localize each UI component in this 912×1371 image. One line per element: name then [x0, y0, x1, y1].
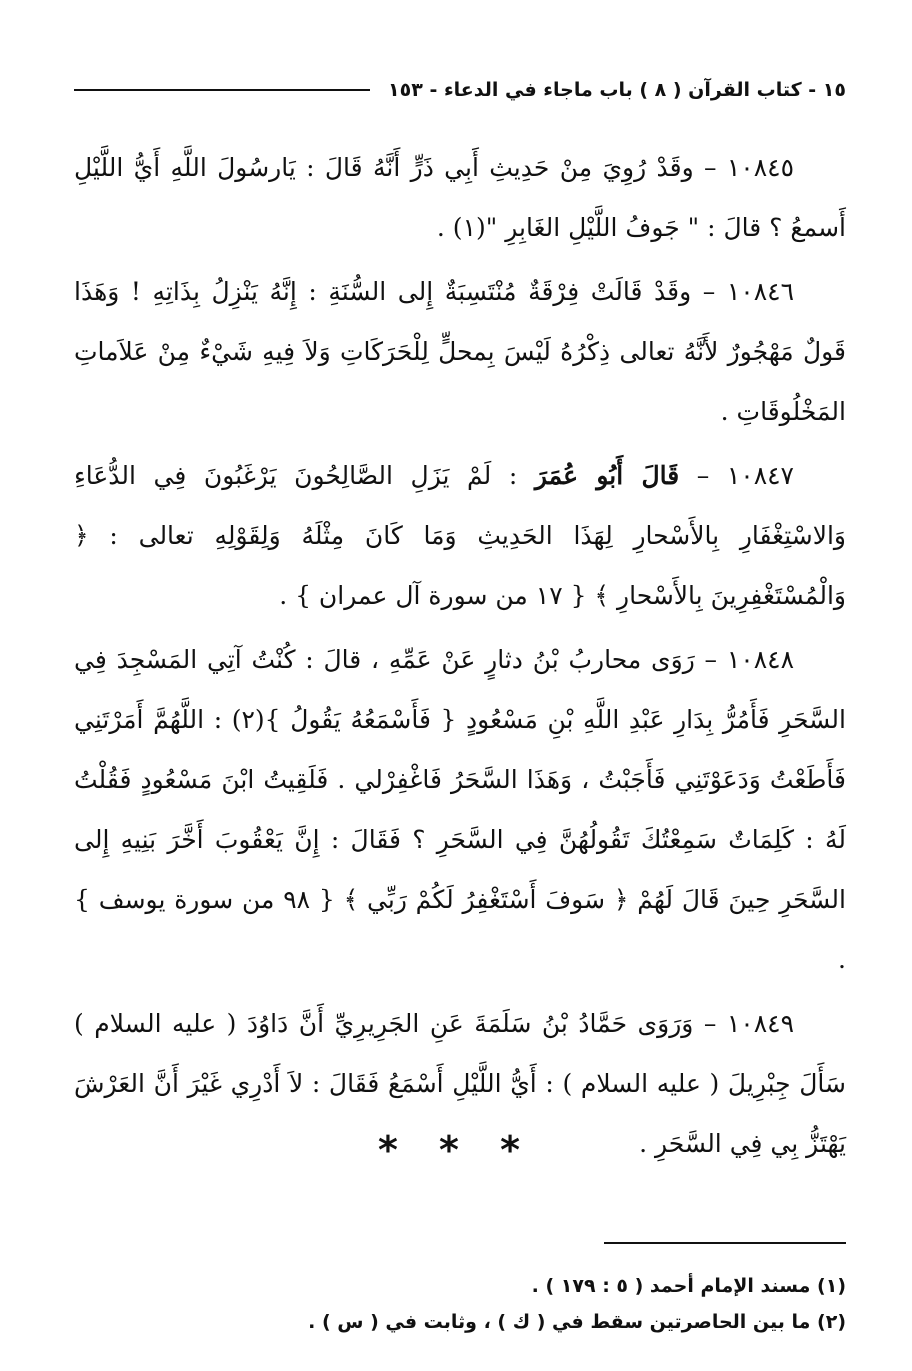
footnote-1: (١) مسند الإمام أحمد ( ٥ : ١٧٩ ) .	[531, 1275, 846, 1297]
running-title: ١٥ - كتاب القرآن ( ٨ ) باب ماجاء في الدعاء - ١٥٣	[388, 79, 846, 101]
paragraph-10847	[74, 446, 846, 626]
running-header	[74, 70, 846, 110]
paragraph-10849: ١٠٨٤٩ – وَرَوَى حَمَّادُ بْنُ سَلَمَةَ عَنِ الجَرِيرِيِّ أَنَّ دَاوُدَ ( عليه السلام ) سَأَلَ جِبْرِيلَ ( عليه السلام ) : أَيُّ اللَّيْلِ أَسْمَعُ فَقَالَ : لاَ أَدْرِي غَيْرَ أَنَّ العَرْشَ يَهْتَزُّ بِي فِي السَّحَرِ .	[74, 1009, 846, 1158]
section-separator: * * *	[377, 1128, 535, 1172]
footnotes	[74, 1268, 846, 1340]
footnote-rule	[604, 1242, 846, 1244]
paragraph-body: : لَمْ يَزَلِ الصَّالِحُونَ يَرْغَبُونَ فِي الدُّعَاءِ وَالاسْتِغْفَارِ بِالأَسْحارِ لِهَذَا الحَدِيثِ وَمَا كَانَ مِثْلَهُ وَلِقَوْلِهِ تعالى : ﴿ وَالْمُسْتَغْفِرِينَ بِالأَسْحارِ ﴾ { ١٧ من سورة آل عمران } .	[74, 461, 846, 610]
paragraph-10845: ١٠٨٤٥ – وقَدْ رُوِيَ مِنْ حَدِيثِ أَبِي ذَرٍّ أَنَّهُ قَالَ : يَارسُولَ اللَّهِ أَيُّ اللَّيْلِ أَسمعُ ؟ قالَ : " جَوفُ اللَّيْلِ الغَابِرِ "(١) .	[74, 153, 846, 242]
header-rule	[74, 89, 370, 91]
paragraph-10848: ١٠٨٤٨ – رَوَى محاربُ بْنُ دثارٍ عَنْ عَمِّهِ ، قالَ : كُنْتُ آتِي المَسْجِدَ فِي السَّحَرِ فَأَمُرُّ بِدَارِ عَبْدِ اللَّهِ بْنِ مَسْعُودٍ { فَأَسْمَعُهُ يَقُولُ }(٢) : اللَّهُمَّ أَمَرْتَنِي فَأَطَعْتُ وَدَعَوْتَنِي فَأَجَبْتُ ، وَهَذَا السَّحَرُ فَاغْفِرْلي . فَلَقِيتُ ابْنَ مَسْعُودٍ فَقُلْتُ لَهُ : كَلِمَاتٌ سَمِعْتُكَ تَقُولُهُنَّ فِي السَّحَرِ ؟ فَقَالَ : إِنَّ يَعْقُوبَ أَخَّرَ بَنِيهِ إِلى السَّحَرِ حِينَ قَالَ لَهُمْ ﴿ سَوفَ أَسْتَغْفِرُ لَكُمْ رَبِّي ﴾ { ٩٨ من سورة يوسف } .	[74, 645, 846, 974]
paragraph-10846: ١٠٨٤٦ – وقَدْ قَالَتْ فِرْقَةٌ مُنْتَسِبَةٌ إِلى السُّنَةِ : إِنَّهُ يَنْزِلُ بِذَاتِهِ ! وَهَذَا قَولٌ مَهْجُورٌ لأَنَّهُ تعالى ذِكْرُهُ لَيْسَ بِمحلٍّ لِلْحَرَكَاتِ وَلاَ فِيهِ شَيْءٌ مِنْ عَلاَماتِ المَخْلُوقَاتِ .	[74, 277, 846, 426]
footnote-2: (٢) ما بين الحاصرتين سقط في ( ك ) ، وثابت في ( س ) .	[308, 1311, 846, 1333]
main-text	[74, 138, 846, 1174]
speaker-name: قَالَ أَبُو عُمَرَ	[534, 461, 680, 490]
paragraph-number: ١٠٨٤٧ –	[679, 461, 794, 490]
